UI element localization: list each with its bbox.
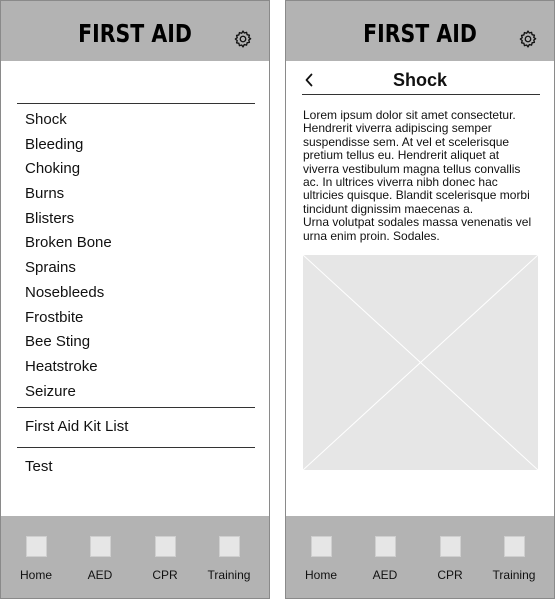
gear-icon[interactable] xyxy=(518,29,538,49)
gear-icon[interactable] xyxy=(233,29,253,49)
list-item-shock[interactable]: Shock xyxy=(25,111,67,128)
list-item-frostbite[interactable]: Frostbite xyxy=(25,308,84,326)
cpr-icon xyxy=(155,536,176,557)
list-top-divider xyxy=(17,103,255,104)
aed-icon xyxy=(90,536,111,557)
nav-aed-label: AED xyxy=(87,568,113,582)
training-icon xyxy=(219,536,240,557)
nav-home[interactable] xyxy=(6,536,66,582)
nav-cpr-label: CPR xyxy=(437,568,463,582)
home-icon xyxy=(311,536,332,557)
aed-icon xyxy=(375,536,396,557)
bottom-nav xyxy=(1,516,269,598)
nav-aed[interactable] xyxy=(355,536,415,582)
conditions-list xyxy=(25,108,112,404)
nav-training[interactable] xyxy=(484,536,544,582)
test-divider xyxy=(17,447,255,448)
nav-home-label: Home xyxy=(19,568,52,582)
nav-aed[interactable] xyxy=(70,536,130,582)
app-title: FIRST AID xyxy=(78,19,192,48)
bottom-nav xyxy=(286,516,554,598)
nav-home[interactable] xyxy=(291,536,351,582)
nav-cpr[interactable] xyxy=(420,536,480,582)
list-item-bee-sting[interactable]: Bee Sting xyxy=(25,333,91,351)
first-aid-kit-list-link[interactable]: First Aid Kit List xyxy=(25,418,129,435)
nav-training-label: Training xyxy=(207,568,251,582)
list-item-nosebleeds[interactable]: Nosebleeds xyxy=(25,283,105,301)
list-item-sprains[interactable]: Sprains xyxy=(25,259,76,277)
nav-aed-label: AED xyxy=(372,568,398,582)
nav-training-label: Training xyxy=(492,568,536,582)
nav-cpr-label: CPR xyxy=(152,568,178,582)
app-title: FIRST AID xyxy=(363,19,477,48)
detail-screen xyxy=(285,0,555,599)
condition-description: Lorem ipsum dolor sit amet consectetur. Hendrerit viverra adipiscing semper suspendisse sem. At vel et scelerisque pretium tellus eu. Hendrerit aliquet at viverra vestibulum magna tellus convallis ac. In ultrices viverra nibh donec hac ultricies quisque. Blandit scelerisque morbi tincidunt dignissim maecenas a. Urna volutpat sodales massa venenatis vel urna enim proin. Sodales. xyxy=(303,108,532,243)
list-item-blisters[interactable]: Blisters xyxy=(25,209,75,227)
nav-cpr[interactable] xyxy=(135,536,195,582)
list-item-heatstroke[interactable]: Heatstroke xyxy=(25,357,98,375)
training-icon xyxy=(504,536,525,557)
list-item-broken-bone[interactable]: Broken Bone xyxy=(25,234,112,252)
list-item-burns[interactable]: Burns xyxy=(25,185,65,203)
image-placeholder-icon xyxy=(303,255,538,470)
list-item-seizure[interactable]: Seizure xyxy=(25,382,76,400)
nav-home-label: Home xyxy=(304,568,337,582)
nav-training[interactable] xyxy=(199,536,259,582)
title-divider xyxy=(302,94,540,95)
list-item-choking[interactable]: Choking xyxy=(25,160,81,178)
page-title: Shock xyxy=(392,70,448,90)
home-icon xyxy=(26,536,47,557)
kit-divider xyxy=(17,407,255,408)
top-app-bar xyxy=(286,1,554,61)
image-placeholder xyxy=(303,255,538,470)
list-item-bleeding[interactable]: Bleeding xyxy=(25,135,84,153)
test-link[interactable]: Test xyxy=(25,458,53,475)
top-app-bar xyxy=(1,1,269,61)
cpr-icon xyxy=(440,536,461,557)
list-screen xyxy=(0,0,270,599)
